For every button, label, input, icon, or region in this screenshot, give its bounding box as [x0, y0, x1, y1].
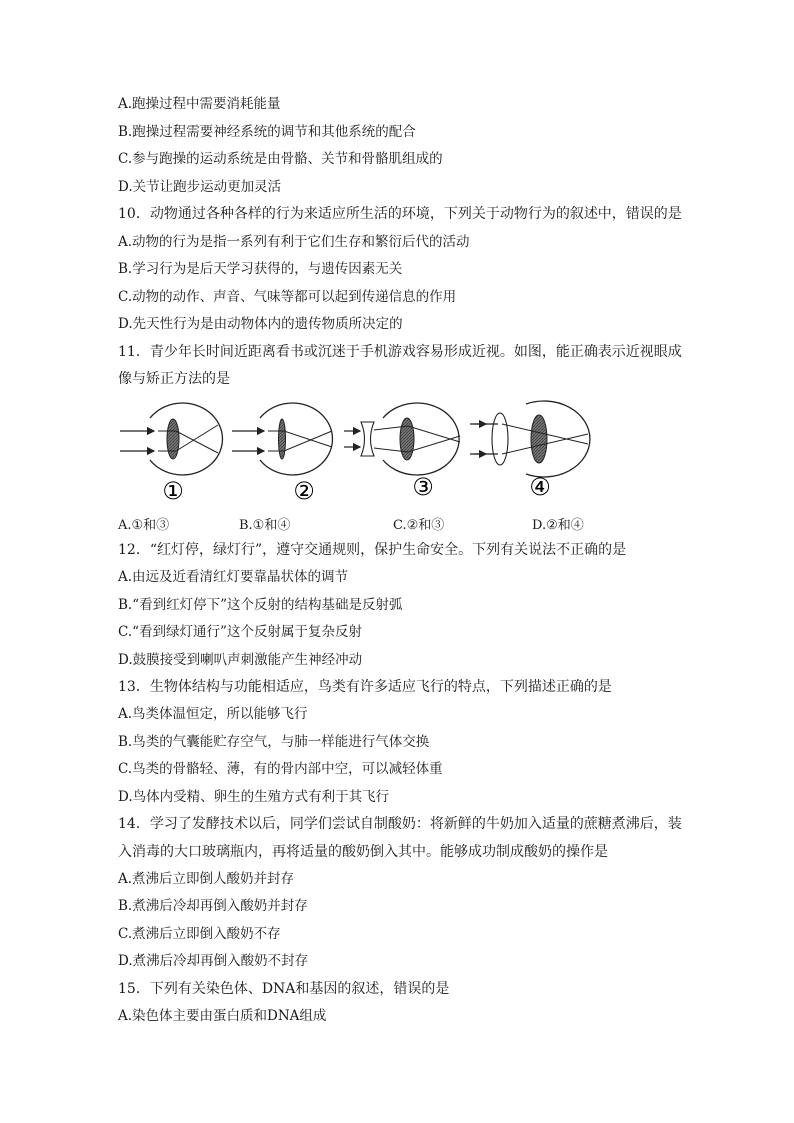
figure-label-4: ④ [529, 473, 551, 501]
q14-option-c: C.煮沸后立即倒入酸奶不存 [118, 926, 281, 942]
q11-stem-line2: 像与矫正方法的是 [118, 371, 230, 387]
q15-stem: 15．下列有关染色体、DNA和基因的叙述，错误的是 [118, 981, 450, 997]
eye-2 [232, 403, 332, 475]
q10-option-d: D.先天性行为是由动物体内的遗传物质所决定的 [118, 316, 403, 332]
q14-option-b: B.煮沸后冷却再倒入酸奶并封存 [118, 898, 308, 914]
eye-diagram-figure [118, 398, 598, 506]
q11-option-b: B.①和④ [239, 518, 291, 533]
q15-option-a: A.染色体主要由蛋白质和DNA组成 [118, 1008, 327, 1024]
q10-option-b: B.学习行为是后天学习获得的，与遗传因素无关 [118, 261, 403, 277]
q12-option-a: A.由远及近看清红灯要靠晶状体的调节 [118, 569, 349, 585]
q9-option-c: C.参与跑操的运动系统是由骨骼、关节和骨骼肌组成的 [118, 151, 443, 167]
q11-option-a: A.①和③ [118, 518, 170, 533]
q14-option-d: D.煮沸后冷却再倒入酸奶不封存 [118, 953, 309, 969]
q10-option-c: C.动物的动作、声音、气味等都可以起到传递信息的作用 [118, 289, 457, 305]
q13-option-b: B.鸟类的气囊能贮存空气，与肺一样能进行气体交换 [118, 734, 430, 750]
q11-option-c: C.②和③ [393, 518, 445, 533]
eye-4 [470, 401, 590, 477]
figure-label-3: ③ [412, 473, 434, 501]
q11-stem-line1: 11．青少年长时间近距离看书或沉迷于手机游戏容易形成近视。如图，能正确表示近视眼成 [118, 344, 682, 360]
q13-stem: 13．生物体结构与功能相适应，鸟类有许多适应飞行的特点，下列描述正确的是 [118, 679, 612, 695]
q13-option-c: C.鸟类的骨骼轻、薄，有的骨内部中空，可以减轻体重 [118, 761, 443, 777]
figure-label-1: ① [162, 477, 184, 505]
q14-option-a: A.煮沸后立即倒人酸奶并封存 [118, 871, 295, 887]
q13-option-d: D.鸟体内受精、卵生的生殖方式有利于其飞行 [118, 789, 390, 805]
figure-label-2: ② [293, 477, 315, 505]
q14-stem-line1: 14．学习了发酵技术以后，同学们尝试自制酸奶：将新鲜的牛奶加入适量的蔗糖煮沸后，装 [118, 816, 682, 832]
q11-options [118, 514, 718, 532]
q12-option-b: B.“看到红灯停下”这个反射的结构基础是反射弧 [118, 597, 403, 613]
q12-option-c: C.“看到绿灯通行”这个反射属于复杂反射 [118, 624, 362, 640]
q14-stem-line2: 入消毒的大口玻璃瓶内，再将适量的酸奶倒入其中。能够成功制成酸奶的操作是 [118, 844, 608, 860]
q12-stem: 12．“红灯停，绿灯行”，遵守交通规则，保护生命安全。下列有关说法不正确的是 [118, 542, 627, 558]
q13-option-a: A.鸟类体温恒定，所以能够飞行 [118, 706, 308, 722]
q9-option-a: A.跑操过程中需要消耗能量 [118, 96, 281, 112]
q10-stem: 10．动物通过各种各样的行为来适应所生活的环境，下列关于动物行为的叙述中，错误的是 [118, 206, 682, 222]
eye-3 [344, 403, 460, 475]
q9-option-b: B.跑操过程需要神经系统的调节和其他系统的配合 [118, 124, 416, 140]
q12-option-d: D.鼓膜接受到喇叭声刺激能产生神经冲动 [118, 652, 363, 668]
q10-option-a: A.动物的行为是指一系列有利于它们生存和繁衍后代的活动 [118, 234, 470, 250]
eye-1 [120, 403, 222, 475]
q9-option-d: D.关节让跑步运动更加灵活 [118, 179, 282, 195]
q11-option-d: D.②和④ [532, 518, 584, 533]
